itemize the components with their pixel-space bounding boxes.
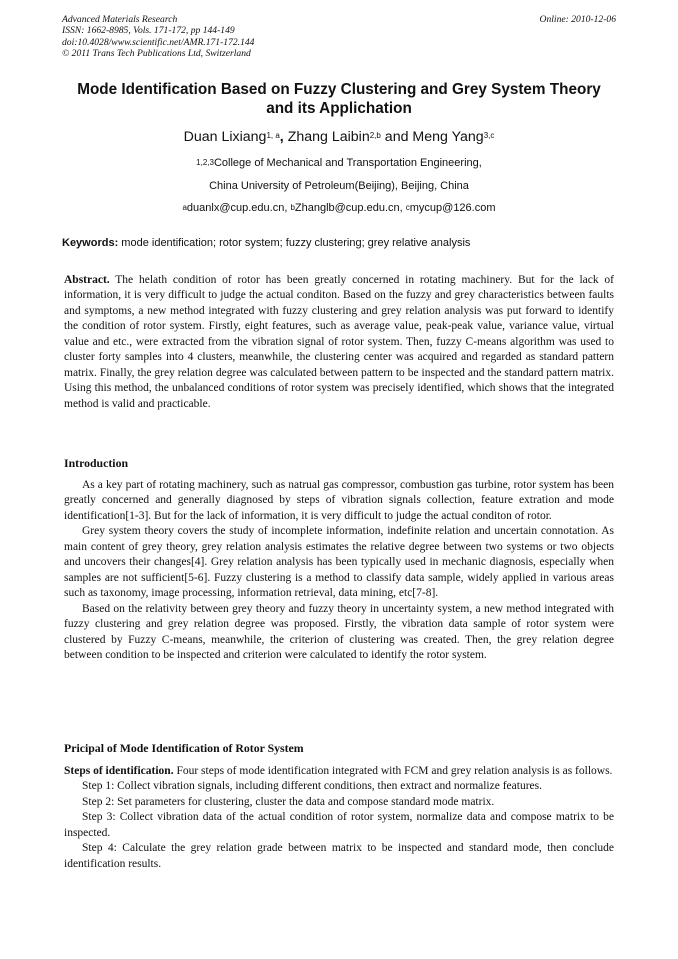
introduction-paragraph: As a key part of rotating machinery, such as natrual gas compressor, combustion gas turbine, rotor system has been greatly concerned and generally diagnosed by steps of vibration signals collection, feature extration and mode identification[1-3]. But for the lack of information, it is very difficult to judge the actual conditon of rotor.	[64, 479, 614, 522]
section-heading-principal: Pricipal of Mode Identification of Rotor System	[64, 741, 304, 755]
steps-paragraph	[64, 764, 614, 779]
steps-intro: Four steps of mode identification integrated with FCM and grey relation analysis is as follows.	[173, 765, 613, 777]
email-marker: c	[405, 203, 410, 212]
affiliation-marker: 1,2,3	[196, 158, 214, 167]
issn-line: ISSN: 1662-8985, Vols. 171-172, pp 144-149	[62, 25, 235, 37]
steps-label: Steps of identification.	[64, 765, 174, 777]
email-marker: b	[290, 203, 295, 212]
author-affiliation-marker: 1, a	[266, 131, 280, 140]
keywords-text: mode identification; rotor system; fuzzy clustering; grey relative analysis	[118, 237, 471, 249]
keywords	[62, 236, 616, 250]
keywords-label: Keywords:	[62, 237, 119, 249]
step-item: Step 1: Collect vibration signals, including different conditions, then extract and normalize features.	[82, 780, 542, 793]
online-date: Online: 2010-12-06	[539, 14, 616, 25]
principal-body	[64, 764, 614, 872]
affiliation-text: College of Mechanical and Transportation Engineering,	[213, 157, 482, 169]
author-list	[62, 128, 616, 146]
abstract-label: Abstract.	[64, 274, 110, 286]
email-address: mycup@126.com	[409, 202, 496, 214]
author-name: Duan Lixiang	[183, 129, 267, 145]
title-line-2: and its Applichation	[266, 99, 412, 117]
step-item: Step 3: Collect vibration data of the actual condition of rotor system, normalize data and compose matrix to be inspected.	[64, 811, 614, 839]
author-name: Meng Yang	[408, 129, 484, 145]
copyright-line: © 2011 Trans Tech Publications Ltd, Switzerland	[62, 48, 251, 60]
step-item: Step 4: Calculate the grey relation grade between matrix to be inspected and standard mode, then conclude identification results.	[64, 842, 614, 870]
author-separator: ,	[279, 129, 284, 145]
author-name: Zhang Laibin	[283, 129, 370, 145]
abstract-paragraph	[64, 273, 614, 412]
section-heading-introduction: Introduction	[64, 456, 129, 470]
introduction-paragraph: Grey system theory covers the study of incomplete information, indefinite relation and uncertain connotation. As main content of grey theory, grey relation analysis estimates the relative degree between two systems or two objects and uncovers their changes[4]. Grey relation analysis has been typically used in mechanic diagnosis, especially when samples are not sufficient[5-6]. Fuzzy clustering is a method to classify data sample, widely applied in various areas such as taxonomy, image processing, information retrieval, data mining, etc[7-8].	[64, 525, 614, 600]
title-line-1: Mode Identification Based on Fuzzy Clustering and Grey System Theory	[77, 81, 601, 98]
affiliation-line-2: China University of Petroleum(Beijing), Beijing, China	[209, 180, 469, 192]
step-item: Step 2: Set parameters for clustering, cluster the data and compose standard mode matrix.	[82, 795, 495, 808]
author-affiliation-marker: 2,b	[369, 131, 381, 140]
author-emails	[62, 202, 616, 215]
abstract	[64, 273, 614, 412]
email-marker: a	[182, 203, 187, 212]
author-separator: and	[380, 129, 409, 145]
doi-line: doi:10.4028/www.scientific.net/AMR.171-172.144	[62, 36, 255, 48]
email-address: duanlx@cup.edu.cn,	[186, 202, 291, 214]
journal-header	[62, 14, 616, 60]
abstract-text: The helath condition of rotor has been greatly concerned in rotating machinery. But for the lack of information, it is very difficult to judge the actual conditon. Based on the fuzzy and grey characteristics between faults and symptoms, a new method integrated with fuzzy clustering and grey relation analysis was put forward to identify the condition of rotor system. Firstly, eight features, such as average value, peak-peak value, variance value, virtual value and etc., were extracted from the vibration signal of rotor system. Then, fuzzy C-means algorithm was used to cluster forty samples into 4 clusters, meanwhile, the clustering center was acquired and regarded as standard pattern matrix. Finally, the grey relation degree was calculated between pattern to be inspected and the standard pattern matrix. Using this method, the unbalanced conditions of rotor system was precisely identified, which shows that the integrated method is valid and practicable.	[64, 274, 614, 410]
journal-name: Advanced Materials Research	[62, 14, 178, 25]
author-affiliation-marker: 3,c	[483, 131, 495, 140]
introduction-body	[64, 478, 614, 663]
email-address: Zhanglb@cup.edu.cn,	[294, 202, 406, 214]
affiliation-line-1	[62, 157, 616, 170]
introduction-paragraph: Based on the relativity between grey theory and fuzzy theory in uncertainty system, a new method integrated with fuzzy clustering and grey relation degree was proposed. Firstly, the vibration data sample of rotor system were clustered by Fuzzy C-means, meanwhile, the criterion of clustering was created. Then, the grey relation degree between condition to be inspected and criterion were calculated to identify the rotor system.	[64, 602, 614, 661]
paper-title	[62, 81, 616, 118]
